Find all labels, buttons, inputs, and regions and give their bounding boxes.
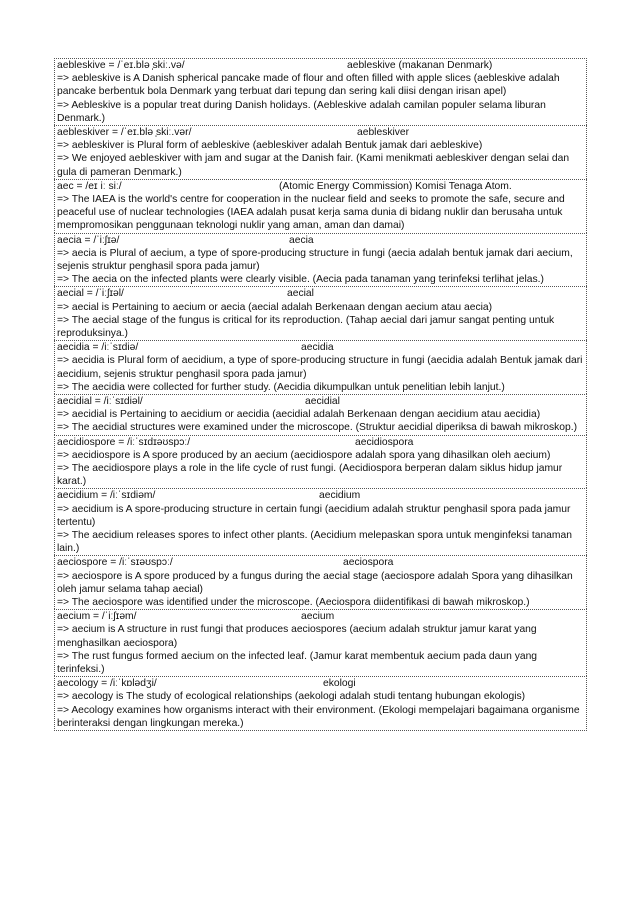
entry-term: aecidiospore = /iːˈsɪdɪəʊspɔː/ (57, 436, 191, 448)
entry-header (57, 436, 584, 449)
entry-example: => The aeciospore was identified under the microscope. (Aeciospora diidentifikasi di bawah mikroskop.) (57, 596, 530, 608)
entry-term: aeciospore = /iːˈsɪəʊspɔː/ (57, 557, 173, 569)
entry-example: => We enjoyed aebleskiver with jam and sugar at the Danish fair. (Kami menikmati aebleskiver dengan selai dan gula di pameran Denmark.) (57, 153, 570, 178)
entry-definition: => aecidial is Pertaining to aecidium or aecidia (aecidial adalah Berkenaan dengan aecidium atau aecidia) (57, 409, 541, 421)
entry-header (57, 287, 584, 300)
entry-definition: => aecidiospore is A spore produced by an aecium (aecidiospore adalah spora yang dihasilkan oleh aecium) (57, 449, 551, 461)
entry-header (57, 341, 584, 354)
entry-header (57, 395, 584, 408)
entry-header (57, 489, 584, 502)
entry-translation: ekologi (323, 678, 356, 690)
entry-header (57, 234, 584, 247)
entry-definition: => aecium is A structure in rust fungi that produces aeciospores (aecium adalah struktur jamur karat yang menghasilkan aeciospora) (57, 624, 537, 649)
entry-example: => The aecidiospore plays a role in the life cycle of rust fungi. (Aecidiospora berperan dalam siklus hidup jamur karat.) (57, 462, 563, 488)
entry-example: => The aecidial structures were examined under the microscope. (Struktur aecidial diperiksa di bawah mikroskop.) (57, 422, 578, 434)
entry-definition: => aecial is Pertaining to aecium or aecia (aecial adalah Berkenaan dengan aecium atau aecia) (57, 301, 493, 313)
dictionary-page (54, 58, 587, 731)
dictionary-entry (54, 555, 587, 609)
entry-translation: aecidial (305, 395, 340, 407)
entry-definition: => aecia is Plural of aecium, a type of spore-producing structure in fungi (aecia adalah bentuk jamak dari aecium, sejenis struktur penghasil spora pada jamur) (57, 247, 573, 272)
entry-translation: aecidiospora (355, 436, 414, 448)
entry-translation: aecidium (319, 490, 361, 502)
entry-definition: => aebleskive is A Danish spherical pancake made of flour and often filled with apple slices (aebleskive adalah pancake berbentuk bola Denmark yang terbuat dari tepung dan sering kali diisi dengan irisan apel) (57, 73, 560, 98)
dictionary-entry (54, 286, 587, 340)
entry-definition: => aeciospore is A spore produced by a fungus during the aecial stage (aeciospore adalah Spora yang dihasilkan oleh jamur selama tahap aecial) (57, 570, 573, 595)
entry-term: aecidial = /iːˈsɪdiəl/ (57, 395, 143, 407)
entry-definition: => aecology is The study of ecological relationships (aekologi adalah studi tentang hubungan ekologis) (57, 691, 526, 703)
entry-translation: (Atomic Energy Commission) Komisi Tenaga Atom. (279, 180, 512, 192)
dictionary-entry (54, 609, 587, 676)
entry-translation: aecia (289, 234, 314, 246)
entry-term: aecology = /iːˈkɒlədʒi/ (57, 678, 157, 690)
dictionary-entry (54, 488, 587, 555)
entry-header (57, 59, 584, 72)
dictionary-entry (54, 676, 587, 731)
entry-translation: aebleskiver (357, 127, 410, 138)
entry-example: => The aecia on the infected plants were clearly visible. (Aecia pada tanaman yang terinfeksi terlihat jelas.) (57, 274, 544, 286)
entry-definition: => The IAEA is the world's centre for cooperation in the nuclear field and seeks to promote the safe, secure and peaceful use of nuclear technologies (IAEA adalah pusat kerja sama dunia di bidang nuklir dan berusaha untuk mempromosikan penggunaan teknologi nuklir yang aman, aman dan damai) (57, 193, 565, 232)
entry-definition: => aecidia is Plural form of aecidium, a type of spore-producing structure in fungi (aecidia adalah Bentuk jamak dari aecidium, sejenis struktur penghasil spora pada jamur) (57, 355, 583, 380)
entry-term: aec = /eɪ iː siː/ (57, 180, 122, 192)
dictionary-entry (54, 179, 587, 233)
entry-term: aecium = /ˈiːʃɪəm/ (57, 611, 137, 623)
entry-example: => The rust fungus formed aecium on the infected leaf. (Jamur karat membentuk aecium pada daun yang terinfeksi.) (57, 650, 538, 675)
entry-term: aecial = /ˈiːʃɪəl/ (57, 288, 124, 300)
dictionary-entry (54, 58, 587, 125)
entry-header (57, 126, 584, 139)
dictionary-entry (54, 340, 587, 394)
dictionary-entry (54, 125, 587, 179)
dictionary-entry (54, 233, 587, 287)
entry-example: => The aecidium releases spores to infect other plants. (Aecidium melepaskan spora untuk menginfeksi tanaman lain.) (57, 529, 572, 555)
entry-term: aecia = /ˈiːʃɪə/ (57, 234, 120, 246)
entry-header (57, 610, 584, 623)
dictionary-entry (54, 435, 587, 489)
entry-example: => Aebleskive is a popular treat during Danish holidays. (Aebleskive adalah camilan populer selama liburan Denmark.) (57, 99, 546, 124)
entry-translation: aecidia (301, 342, 334, 354)
entry-translation: aebleskive (makanan Denmark) (347, 60, 493, 71)
entry-translation: aecial (287, 288, 314, 300)
entry-definition: => aecidium is A spore-producing structure in certain fungi (aecidium adalah struktur penghasil spora pada jamur tertentu) (57, 503, 571, 528)
entry-term: aecidia = /iːˈsɪdiə/ (57, 342, 139, 354)
entry-example: => The aecial stage of the fungus is critical for its reproduction. (Tahap aecial dari jamur sangat penting untuk reproduksinya.) (57, 314, 555, 339)
entry-translation: aecium (301, 611, 335, 623)
entry-example: => Aecology examines how organisms interact with their environment. (Ekologi mempelajari bagaimana organisme berinteraksi dengan lingkungan mereka.) (57, 704, 580, 729)
entry-term: aebleskiver = /ˈeɪ.blə ̩skiː.vər/ (57, 127, 192, 138)
entry-header (57, 180, 584, 193)
entry-example: => The aecidia were collected for further study. (Aecidia dikumpulkan untuk penelitian lebih lanjut.) (57, 381, 505, 393)
entry-term: aecidium = /iːˈsɪdiəm/ (57, 490, 156, 502)
dictionary-entry (54, 394, 587, 435)
entry-translation: aeciospora (343, 557, 394, 569)
entry-header (57, 677, 584, 690)
entry-definition: => aebleskiver is Plural form of aebleskive (aebleskiver adalah Bentuk jamak dari aebleskive) (57, 140, 483, 152)
entry-header (57, 556, 584, 569)
entry-term: aebleskive = /ˈeɪ.blə ̩skiː.və/ (57, 60, 185, 71)
